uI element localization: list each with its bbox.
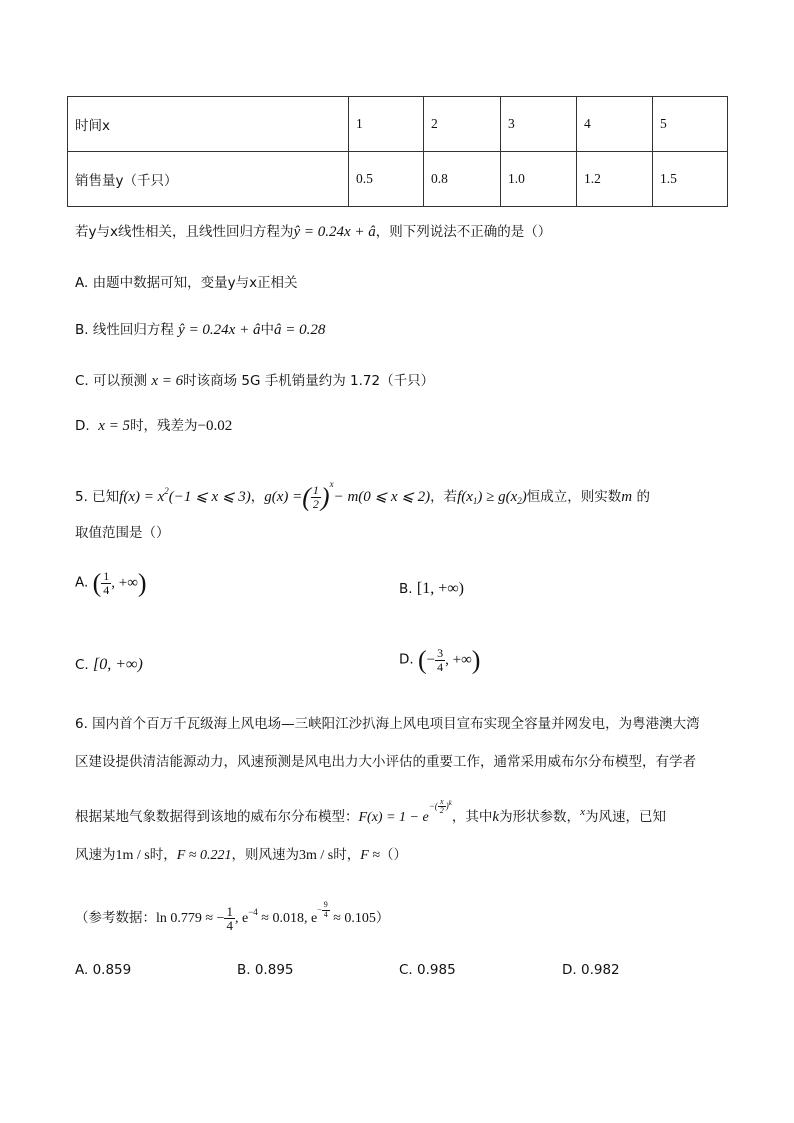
stem-text: 的 xyxy=(636,489,650,505)
fraction xyxy=(311,484,321,510)
fraction xyxy=(101,570,111,596)
question-6-reference xyxy=(75,888,389,941)
stem-text: 为形状参数， xyxy=(499,809,581,825)
f-value-1: F ≈ 0.221 xyxy=(176,848,232,863)
numerator: 9 xyxy=(323,900,328,910)
question-6-line2: 区建设提供清洁能源动力，风速预测是风电出力大小评估的重要工作，通常采用威布尔分布模型，有学者 xyxy=(75,754,696,770)
q6-option-a: A. 0.859 xyxy=(75,962,132,978)
option-text: 时该商场 5G 手机销量约为 1.72（千只） xyxy=(183,373,435,389)
option-b xyxy=(75,318,325,339)
stem-text: 时， xyxy=(149,847,177,863)
option-text: D. xyxy=(75,418,90,434)
right-paren: ) xyxy=(471,645,481,675)
equation: ŷ = 0.24x + â xyxy=(178,322,261,338)
q5-option-a xyxy=(75,570,147,596)
table-cell: 5 xyxy=(653,97,728,152)
equation: −0.02 xyxy=(197,418,233,434)
stem-text: 为风速，已知 xyxy=(584,809,666,825)
numerator: 3 xyxy=(437,646,444,660)
formula-exponent: −( $\frac{x}{2}$ )$^k$ xyxy=(428,797,452,816)
option-a: A. 由题中数据可知，变量y与x正相关 xyxy=(75,275,298,291)
table-cell: 2 xyxy=(424,97,501,152)
option-label: D. xyxy=(399,651,414,668)
denominator: 4 xyxy=(437,659,444,674)
ref-e1: , e xyxy=(234,911,249,926)
numerator: 1 xyxy=(226,903,233,919)
option-value: [1, +∞) xyxy=(416,580,464,597)
condition-part: ) xyxy=(521,489,527,505)
stem-text: 若y与x线性相关，且线性回归方程为 xyxy=(75,224,294,240)
equation: â = 0.28 xyxy=(273,322,326,338)
table-cell: 4 xyxy=(577,97,653,152)
stem-text: 风速为 xyxy=(75,847,116,863)
condition-part: f(x xyxy=(457,489,473,505)
option-c xyxy=(75,369,434,390)
stem-text: ，其中 xyxy=(451,809,493,825)
table-cell: 1.5 xyxy=(653,152,728,207)
variable-x: x xyxy=(580,806,585,818)
option-value xyxy=(417,645,481,675)
stem-text: ，则风速为 xyxy=(231,847,299,863)
q6-option-c: C. 0.985 xyxy=(399,962,456,978)
g-rest: − m(0 ⩽ x ⩽ 2) xyxy=(333,489,431,505)
numerator: 1 xyxy=(312,483,319,498)
denominator: 2 xyxy=(312,497,319,512)
table-cell: 0.5 xyxy=(349,152,424,207)
option-label: A. xyxy=(75,574,89,591)
equation: x = 5 xyxy=(98,418,131,434)
left-paren: ( xyxy=(417,645,427,675)
fraction xyxy=(224,905,235,933)
variable-k: k xyxy=(492,809,500,825)
regression-equation: ŷ = 0.24x + â xyxy=(293,224,376,240)
table-cell: 1 xyxy=(349,97,424,152)
option-value xyxy=(92,568,147,598)
weibull-formula xyxy=(358,797,452,825)
fraction xyxy=(438,798,446,816)
question-6-line4 xyxy=(75,843,407,864)
q6-option-d: D. 0.982 xyxy=(562,962,620,978)
exponent-k: k xyxy=(448,799,452,807)
option-d xyxy=(75,414,232,435)
right-paren: ) xyxy=(137,568,147,598)
question-5-stem-line2: 取值范围是（） xyxy=(75,525,170,541)
table-cell: 1.2 xyxy=(577,152,653,207)
condition xyxy=(457,489,527,505)
question-5-stem xyxy=(75,464,650,521)
stem-text: ，则下列说法不正确的是（） xyxy=(375,224,552,240)
denominator: 2 xyxy=(439,806,444,816)
table-cell: 3 xyxy=(501,97,577,152)
option-text: 中 xyxy=(260,322,274,338)
q6-option-b: B. 0.895 xyxy=(237,962,294,978)
option-text: C. 可以预测 xyxy=(75,373,148,389)
ref-ln: ln 0.779 ≈ − xyxy=(156,911,225,926)
exponent: −4 xyxy=(248,907,258,917)
f-definition xyxy=(119,486,251,505)
stem-text: ，若 xyxy=(430,489,458,505)
fraction xyxy=(322,901,330,919)
exponent: x xyxy=(329,479,334,489)
subscript: 2 xyxy=(517,496,522,506)
minus-sign: − xyxy=(426,651,436,668)
question-6-line3 xyxy=(75,786,666,835)
exponent: 2 xyxy=(164,486,169,496)
option-tail: , +∞ xyxy=(445,651,472,668)
stem-text: 恒成立，则实数 xyxy=(526,489,622,505)
left-paren: ( xyxy=(92,568,102,598)
stem-text: （） xyxy=(379,847,407,863)
g-definition xyxy=(264,479,431,512)
question-6-line1: 6. 国内首个百万千瓦级海上风电场—三峡阳江沙扒海上风电项目宣布实现全容量并网发电，为粤港澳大湾 xyxy=(75,716,700,732)
left-paren: ( xyxy=(302,482,311,512)
table-header-cell: 时间x xyxy=(68,97,349,152)
numerator: x xyxy=(438,798,446,807)
question-4-stem xyxy=(75,220,551,241)
table-row xyxy=(68,152,728,207)
data-table xyxy=(67,96,728,207)
wind-speed-1: 1m / s xyxy=(115,848,150,863)
table-header-cell: 销售量y（千只） xyxy=(68,152,349,207)
exponent: − $\frac{9}{4}$ xyxy=(317,900,328,919)
fraction xyxy=(435,647,445,673)
q5-option-c xyxy=(75,656,143,674)
denominator: 4 xyxy=(103,582,110,597)
wind-speed-2: 3m / s xyxy=(298,848,334,863)
option-value: [0, +∞) xyxy=(93,656,143,673)
stem-text: 根据某地气象数据得到该地的威布尔分布模型： xyxy=(75,809,359,825)
stem-text: （参考数据： xyxy=(75,910,156,926)
q5-option-b xyxy=(399,580,464,598)
q5-option-d xyxy=(399,647,480,673)
reference-formula xyxy=(156,900,376,934)
f-range: (−1 ⩽ x ⩽ 3) xyxy=(168,489,251,505)
g-lhs: g(x) = xyxy=(264,489,303,505)
f-lhs: f(x) = x xyxy=(119,489,165,505)
stem-text: ） xyxy=(375,910,390,926)
equation: x = 6 xyxy=(151,373,184,389)
numerator: 1 xyxy=(103,569,110,583)
table-row xyxy=(68,97,728,152)
formula-base: F(x) = 1 − e xyxy=(358,810,429,825)
denominator: 4 xyxy=(226,918,233,934)
ref-e2-value: ≈ 0.105 xyxy=(333,911,376,926)
denominator: 4 xyxy=(323,909,328,919)
stem-text: ， xyxy=(250,489,265,505)
right-paren: ) xyxy=(320,482,330,512)
table-cell: 1.0 xyxy=(501,152,577,207)
option-label: C. xyxy=(75,657,89,673)
ref-e1-value: ≈ 0.018, e xyxy=(261,911,318,926)
subscript: 1 xyxy=(472,496,478,506)
option-tail: , +∞ xyxy=(111,574,138,591)
f-approx: F ≈ xyxy=(360,848,380,863)
variable-m: m xyxy=(621,489,633,505)
option-text: B. 线性回归方程 xyxy=(75,322,174,338)
table-cell: 0.8 xyxy=(424,152,501,207)
option-text: 时，残差为 xyxy=(130,418,198,434)
condition-part: ) ≥ g(x xyxy=(477,489,518,505)
stem-text: 5. 已知 xyxy=(75,489,120,505)
option-label: B. xyxy=(399,581,413,597)
stem-text: 时， xyxy=(333,847,361,863)
